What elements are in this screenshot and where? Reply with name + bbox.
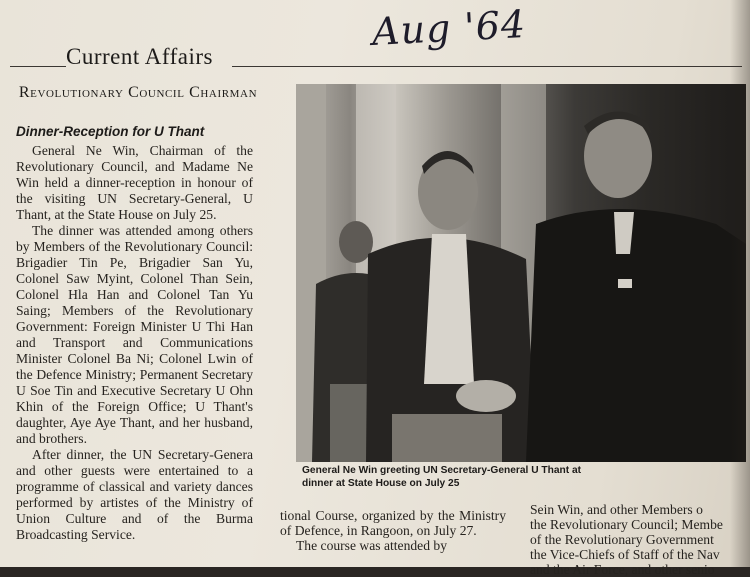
article-subheadline: Dinner-Reception for U Thant bbox=[16, 124, 205, 139]
pocket-square bbox=[618, 279, 632, 288]
middle-text-2: The course was attended by bbox=[296, 538, 447, 553]
person-background-head bbox=[339, 221, 373, 263]
person-center-shirt bbox=[424, 234, 474, 384]
right-text-line-4: the Vice-Chiefs of Staff of the Nav bbox=[530, 547, 720, 562]
person-center-longyi bbox=[392, 414, 502, 462]
right-text-line-2: the Revolutionary Council; Membe bbox=[530, 517, 723, 532]
right-text-line-3: of the Revolutionary Government bbox=[530, 532, 714, 547]
news-photo bbox=[296, 84, 746, 462]
article-right-column bbox=[530, 502, 750, 577]
right-text-line-1: Sein Win, and other Members o bbox=[530, 502, 703, 517]
paragraph-3: After dinner, the UN Secretary-Genera and other guests were entertained to a programme of classical and variety dances performed by artistes of the Ministry of Union Culture and of the Burma Broadcasting Service. bbox=[16, 447, 253, 542]
section-rule-left bbox=[10, 66, 66, 67]
article-middle-column bbox=[280, 508, 506, 553]
person-right-suit bbox=[526, 209, 746, 462]
article-left-column bbox=[16, 143, 253, 543]
page-edge-shadow bbox=[730, 0, 750, 567]
photo-caption: General Ne Win greeting UN Secretary-General U Thant at dinner at State House on July 25 bbox=[302, 465, 582, 489]
right-text-line-5: and the Air Force, and other senio bbox=[530, 562, 715, 577]
handwritten-date: Aug '64 bbox=[370, 1, 528, 55]
handshake bbox=[456, 380, 516, 412]
photo-illustration bbox=[296, 84, 746, 462]
paragraph-1: General Ne Win, Chairman of the Revolutionary Council, and Madame Ne Win held a dinner-reception in honour of the visiting UN Secretary-General, U Thant, at the State House on July 25. bbox=[16, 143, 253, 222]
article-headline: Revolutionary Council Chairman bbox=[18, 84, 258, 101]
paragraph-2: The dinner was attended among others by Members of the Revolutionary Council: Brigadier Tin Pe, Brigadier San Yu, Colonel Saw Myint, Colonel Than Sein, Colonel Hla Han and Colonel Tan Yu Saing; Members of the Revolutionary Government: Foreign Minister U Thi Han and Transport and Communications Minister Colonel Ba Ni; Colonel Lwin of the Defence Ministry; Permanent Secretary U Soe Tin and Executive Secretary U Ohn Khin of the Foreign Office; U Thant's daughter, Aye Aye Thant, and her husband, and brothers. bbox=[16, 223, 253, 446]
middle-text-1: tional Course, organized by the Ministry of Defence, in Rangoon, on July 27. bbox=[280, 508, 506, 538]
section-title: Current Affairs bbox=[66, 44, 213, 69]
section-rule-right bbox=[232, 66, 742, 67]
